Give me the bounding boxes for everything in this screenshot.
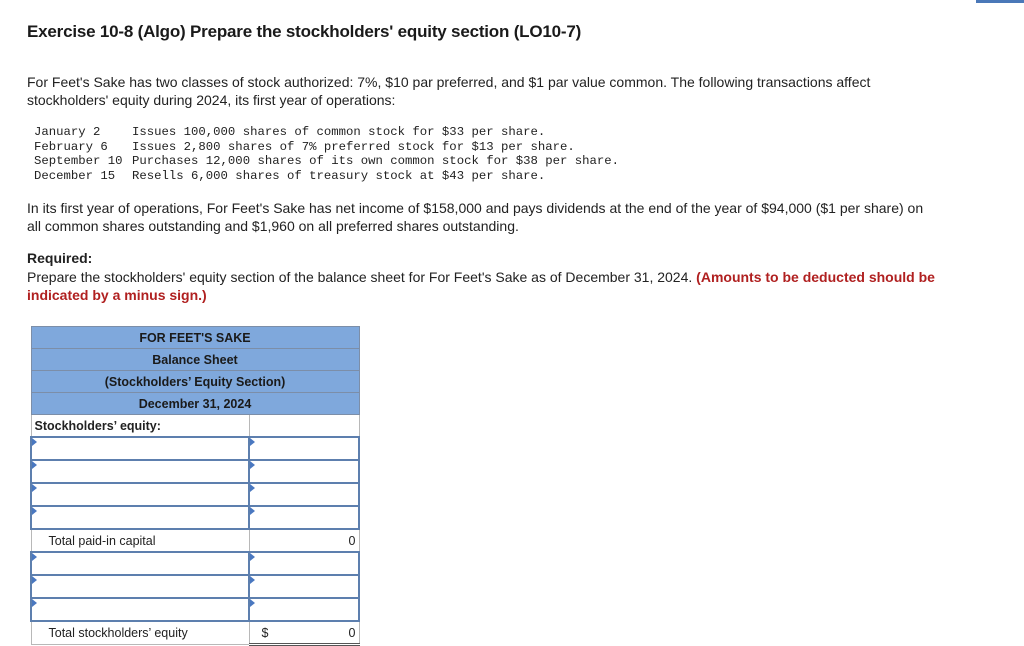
paid-in-amount-input-4[interactable] — [250, 507, 358, 528]
section-label: Stockholders’ equity: — [31, 415, 249, 438]
dropdown-indicator-icon — [250, 507, 255, 515]
transaction-date: February 6 — [34, 139, 108, 154]
company-name-header: FOR FEET'S SAKE — [31, 327, 359, 349]
intro-paragraph: For Feet's Sake has two classes of stock authorized: 7%, $10 par preferred, and $1 par value common. The following transactions affect stockholders' equity during 2024, its first year of operations: — [27, 74, 871, 108]
dropdown-indicator-icon — [32, 576, 37, 584]
dropdown-indicator-icon — [250, 599, 255, 607]
top-right-accent-bar — [976, 0, 1024, 3]
total-paid-in-label: Total paid-in capital — [31, 529, 249, 552]
dropdown-indicator-icon — [32, 507, 37, 515]
transaction-date: January 2 — [34, 125, 101, 139]
currency-symbol: $ — [261, 625, 269, 640]
income-dividends-paragraph: In its first year of operations, For Feet's Sake has net income of $158,000 and pays dividends at the end of the year of $94,000 ($1 per share) on all common shares outstanding and $1,960 on all preferred shares outstanding. — [27, 200, 924, 234]
required-instructions — [27, 268, 937, 304]
section-name-header: (Stockholders’ Equity Section) — [31, 371, 359, 393]
paid-in-account-select-3[interactable] — [32, 484, 248, 505]
transaction-text: Issues 100,000 shares of common stock for $33 per share. — [132, 125, 546, 139]
transaction-row — [34, 140, 619, 155]
dropdown-indicator-icon — [250, 438, 255, 446]
paid-in-amount-input-2[interactable] — [250, 461, 358, 482]
transaction-text: Issues 2,800 shares of 7% preferred stock for $13 per share. — [132, 139, 575, 154]
dropdown-indicator-icon — [32, 484, 37, 492]
transaction-row — [34, 169, 619, 184]
required-label: Required: — [27, 250, 93, 266]
total-equity-cell — [249, 621, 359, 645]
total-equity-label: Total stockholders’ equity — [31, 621, 249, 645]
dropdown-indicator-icon — [250, 461, 255, 469]
paid-in-amount-input-3[interactable] — [250, 484, 358, 505]
total-paid-in-value: 0 — [249, 529, 359, 552]
empty-cell — [249, 415, 359, 438]
dropdown-indicator-icon — [32, 553, 37, 561]
transaction-date: December 15 — [34, 168, 116, 183]
date-header: December 31, 2024 — [31, 393, 359, 415]
total-equity-value: 0 — [348, 625, 356, 640]
transaction-date: September 10 — [34, 154, 123, 168]
transaction-row — [34, 154, 619, 169]
stockholders-equity-table — [30, 326, 360, 646]
exercise-title: Exercise 10-8 (Algo) Prepare the stockholders' equity section (LO10-7) — [27, 22, 582, 41]
equity-amount-input-3[interactable] — [250, 599, 358, 620]
paid-in-amount-input-1[interactable] — [250, 438, 358, 459]
minus-sign-note: (Amounts to be deducted should be indicated by a minus sign.) — [27, 269, 935, 303]
paid-in-account-select-1[interactable] — [32, 438, 248, 459]
required-text: Prepare the stockholders' equity section of the balance sheet for For Feet's Sake as of December 31, 2024. — [27, 269, 697, 285]
dropdown-indicator-icon — [32, 599, 37, 607]
transactions-list — [34, 125, 619, 183]
equity-account-select-1[interactable] — [32, 553, 248, 574]
equity-amount-input-1[interactable] — [250, 553, 358, 574]
transaction-text: Resells 6,000 shares of treasury stock at $43 per share. — [132, 168, 546, 183]
dropdown-indicator-icon — [32, 438, 37, 446]
transaction-text: Purchases 12,000 shares of its own common stock for $38 per share. — [132, 154, 620, 168]
dropdown-indicator-icon — [250, 553, 255, 561]
equity-amount-input-2[interactable] — [250, 576, 358, 597]
statement-name-header: Balance Sheet — [31, 349, 359, 371]
paid-in-account-select-4[interactable] — [32, 507, 248, 528]
dropdown-indicator-icon — [250, 576, 255, 584]
dropdown-indicator-icon — [250, 484, 255, 492]
paid-in-account-select-2[interactable] — [32, 461, 248, 482]
transaction-row — [34, 125, 619, 140]
equity-account-select-3[interactable] — [32, 599, 248, 620]
equity-account-select-2[interactable] — [32, 576, 248, 597]
dropdown-indicator-icon — [32, 461, 37, 469]
